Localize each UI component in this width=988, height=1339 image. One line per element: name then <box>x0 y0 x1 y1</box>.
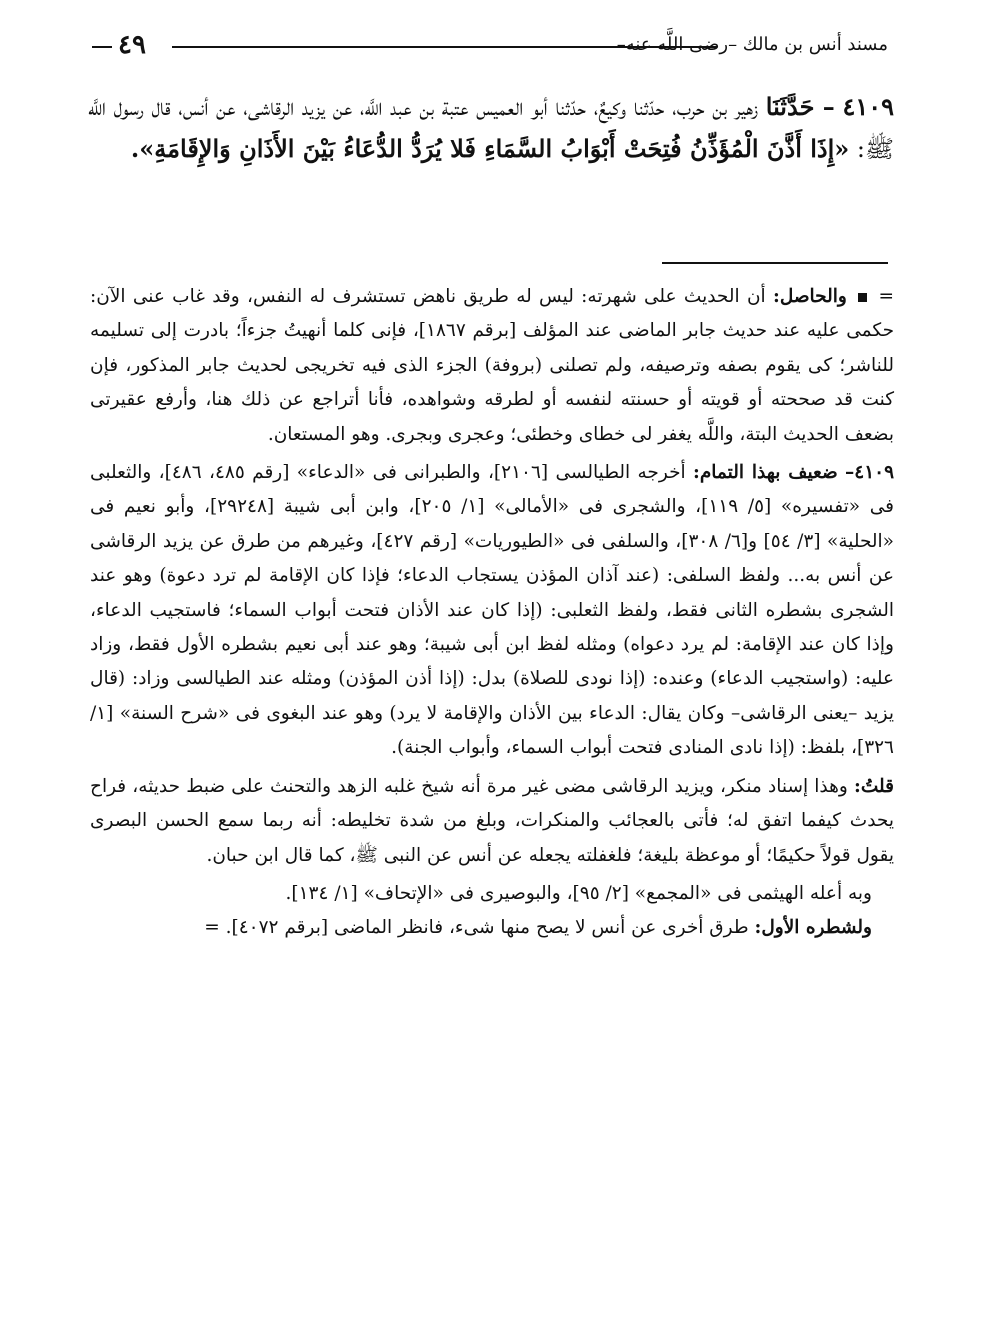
page-header <box>92 30 888 64</box>
hadith-text: ٤١٠٩ – حَدَّثَنَا زهير بن حرب، حدّثنا وكيعٌ، حدّثنا أبو العميس عتبة بن عبد اللَّه، عن يزيد الرقاشى، عن أنس، قال رسول اللَّه ﷺ: «إِذَا أَذَّنَ الْمُؤَذِّنُ فُتِحَتْ أَبْوَابُ السَّمَاءِ فَلا يُرَدُّ الدُّعَاءُ بَيْنَ الأَذَانِ وَالإِقَامَةِ». <box>88 92 894 163</box>
shatr-label: ولشطره الأول: <box>754 917 872 939</box>
shatr-text: طرق أخرى عن أنس لا يصح منها شىء، فانظر الماضى [برقم ٤٠٧٢]. <box>225 917 749 939</box>
footnotes <box>90 280 894 946</box>
end-marker: = <box>204 917 220 939</box>
qultu-paragraph <box>90 770 894 873</box>
haythami-paragraph <box>90 877 894 911</box>
hadith-matn: «إِذَا أَذَّنَ الْمُؤَذِّنُ فُتِحَتْ أَبْوَابُ السَّمَاءِ فَلا يُرَدُّ الدُّعَاءُ بَيْنَ الأَذَانِ وَالإِقَامَةِ». <box>130 134 850 163</box>
hasil-label: والحاصل: <box>773 286 847 307</box>
qultu-text: وهذا إسناد منكر، ويزيد الرقاشى مضى غير مرة أنه شيخ غلبه الزهد والتحنث على ضبط حديثه، فراح يحدث كيفما اتفق له؛ فأتى بالعجائب والمنكرات، وبلغ من شدة تخليطه: أنه ربما سمع الحسن البصرى يقول قولاً حكيمًا؛ أو موعظة بليغة؛ فلغفلته يجعله عن أنس عن النبى ﷺ، كما قال ابن حبان. <box>90 775 894 866</box>
header-dash <box>92 46 112 48</box>
takhrij-text: أخرجه الطيالسى [٢١٠٦]، والطبرانى فى «الدعاء» [رقم ٤٨٥، ٤٨٦]، والثعلبى فى «تفسيره» [٥/ ١١٩]، والشجرى فى «الأمالى» [١/ ٢٠٥]، وابن أبى شيبة [٢٩٢٤٨]، وأبو نعيم فى «الحلية» [٣/ ٥٤] و[٦/ ٣٠٨]، والسلفى فى «الطيوريات» [رقم ٤٢٧]، وغيرهم من طرق عن يزيد الرقاشى عن أنس به... ولفظ السلفى: (عند آذان المؤذن يستجاب الدعاء؛ فإذا كان الإقامة لم ترد دعوة) وهو عند الشجرى بشطره الثانى فقط، ولفظ الثعلبى: (إذا كان عند الأذان فتحت أبواب السماء؛ فاستجيب الدعاء، وإذا كان عند الإقامة: لم يرد دعواه) ومثله لفظ ابن أبى شيبة؛ وهو عند أبى نعيم بشطره الأول فقط، وزاد عليه: (واستجيب الدعاء) وعنده: (إذا نودى للصلاة) بدل: (إذا أذن المؤذن) ومثله عند الطيالسى وزاد: (قال يزيد –يعنى الرقاشى– وكان يقال: الدعاء بين الأذان والإقامة لا يرد) وهو عند البغوى فى «شرح السنة» [١/ ٣٢٦]، بلفظ: (إذا نادى المنادى فتحت أبواب السماء، وأبواب الجنة). <box>90 462 894 759</box>
hadith-number: ٤١٠٩ <box>842 92 894 121</box>
takhrij-label: ضعيف بهذا التمام: <box>693 462 838 484</box>
square-bullet-icon <box>858 293 867 302</box>
qultu-label: قلتُ: <box>854 775 894 797</box>
haythami-text: وبه أعله الهيثمى فى «المجمع» [٢/ ٩٥]، والبوصيرى فى «الإتحاف» [١/ ١٣٤]. <box>285 882 872 904</box>
haddathana: حَدَّثَنَا <box>765 92 815 121</box>
page-number: ٤٩ <box>118 30 146 60</box>
hasil-text: أن الحديث على شهرته: ليس له طريق ناهض تستشرف له النفس، وقد غاب عنى الآن: حكمى عليه عند حديث جابر الماضى عند المؤلف [برقم ١٨٦٧]، فإنى كلما أنهيتُ جزءاً؛ بادرت إلى تسليمه للناشر؛ كى يقوم بصفه وترصيفه، ولم تصلنى (بروفة) الجزء الذى فيه تخريجى لحديث جابر المذكور، فإن كنت قد صححته أو قويته أو حسنته لنفسه أو لطرقه وشواهده، فأنا أتراجع عن ذلك هنا، وأرفع عقيرتى بضعف الحديث البتة، واللَّه يغفر لى خطاى وخطئى؛ وعجرى وبجرى. وهو المستعان. <box>90 286 895 445</box>
takhrij-number: ٤١٠٩– <box>845 462 895 484</box>
shatr-paragraph <box>90 911 894 945</box>
hasil-paragraph <box>90 280 894 452</box>
continuation-marker: = <box>878 286 894 307</box>
takhrij-paragraph <box>90 456 894 766</box>
hadith-isnad: زهير بن حرب، حدّثنا وكيعٌ، حدّثنا أبو العميس عتبة بن عبد اللَّه، عن يزيد الرقاشى، عن أنس، قال رسول اللَّه ﷺ: <box>88 93 894 163</box>
running-title: مسند أنس بن مالك –رضى اللَّه عنه– <box>616 34 888 55</box>
footnote-separator <box>662 262 888 264</box>
